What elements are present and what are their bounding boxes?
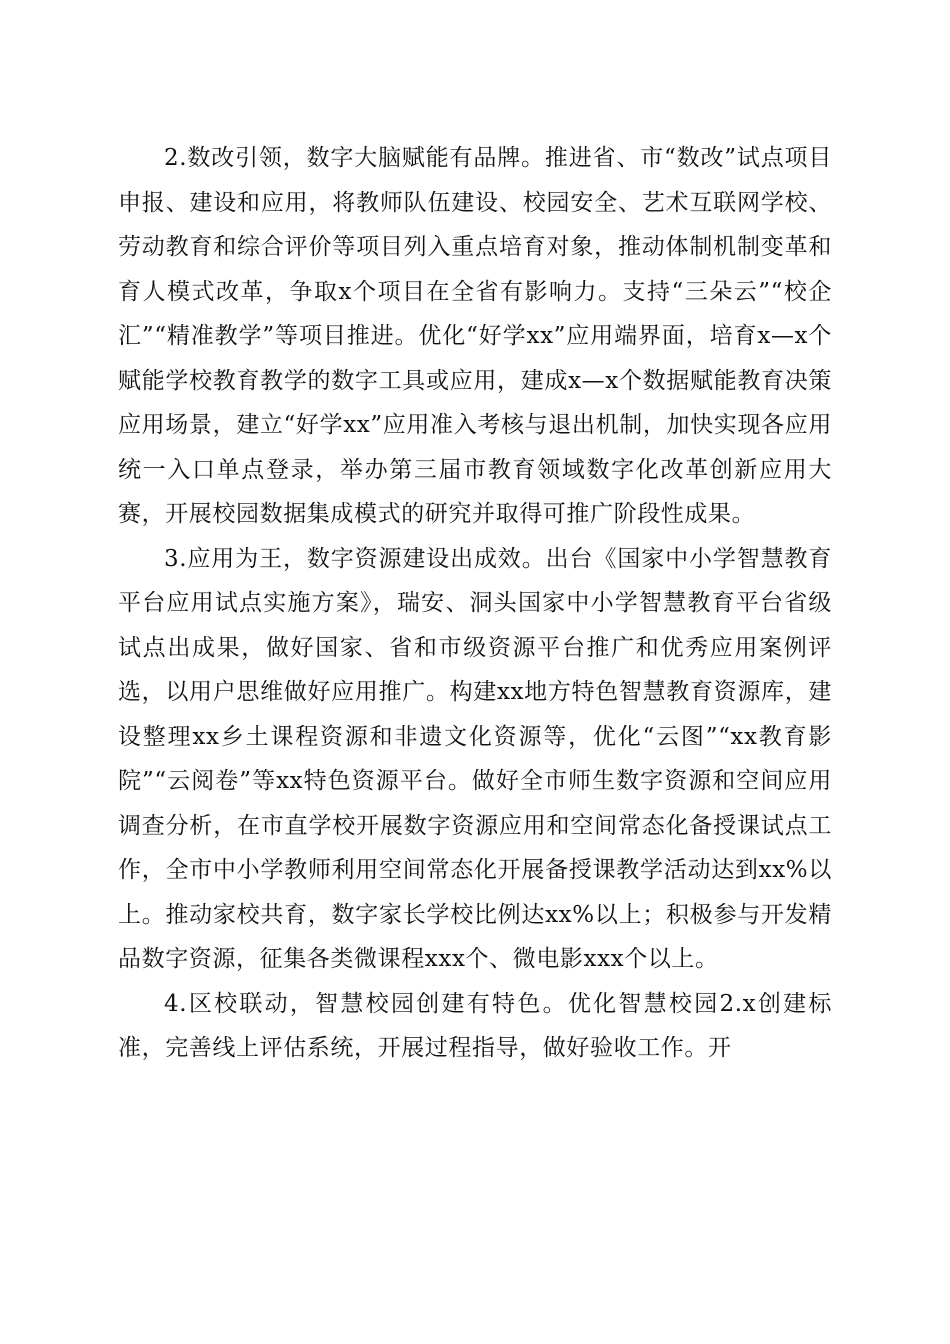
paragraph-digital-reform: 2.数改引领，数字大脑赋能有品牌。推进省、市“数改”试点项目申报、建设和应用，将教师队伍建设、校园安全、艺术互联网学校、劳动教育和综合评价等项目列入重点培育对象，推动体制机制变革和育人模式改革，争取x个项目在全省有影响力。支持“三朵云”“校企汇”“精准教学”等项目推进。优化“好学xx”应用端界面，培育x—x个赋能学校教育教学的数字工具或应用，建成x—x个数据赋能教育决策应用场景，建立“好学xx”应用准入考核与退出机制，加快实现各应用统一入口单点登录，举办第三届市教育领域数字化改革创新应用大赛，开展校园数据集成模式的研究并取得可推广阶段性成果。 bbox=[118, 145, 832, 527]
paragraph-smart-campus: 4.区校联动，智慧校园创建有特色。优化智慧校园2.x创建标准，完善线上评估系统，开展过程指导，做好验收工作。开 bbox=[118, 990, 832, 1061]
document-body bbox=[118, 136, 832, 1071]
paragraph-digital-resources: 3.应用为王，数字资源建设出成效。出台《国家中小学智慧教育平台应用试点实施方案》，瑞安、洞头国家中小学智慧教育平台省级试点出成果，做好国家、省和市级资源平台推广和优秀应用案例评选，以用户思维做好应用推广。构建xx地方特色智慧教育资源库，建设整理xx乡土课程资源和非遗文化资源等，优化“云图”“xx教育影院”“云阅卷”等xx特色资源平台。做好全市师生数字资源和空间应用调查分析，在市直学校开展数字资源应用和空间常态化备授课试点工作，全市中小学教师利用空间常态化开展备授课教学活动达到xx%以上。推动家校共育，数字家长学校比例达xx%以上；积极参与开发精品数字资源，征集各类微课程xxx个、微电影xxx个以上。 bbox=[118, 545, 833, 972]
